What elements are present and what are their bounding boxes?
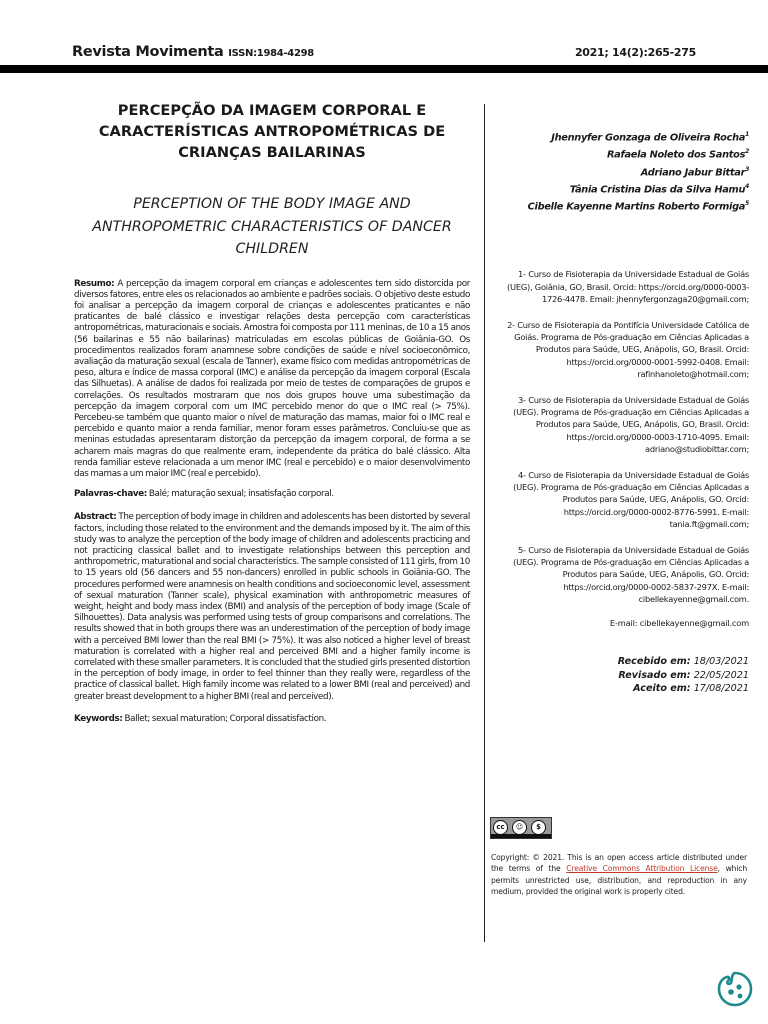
date-received: Recebido em: 18/03/2021	[617, 656, 749, 667]
author: Rafaela Noleto dos Santos$^2$	[606, 148, 749, 161]
keywords-pt-text: Balé; maturação sexual; insatisfação corporal.	[148, 489, 334, 500]
cc-icon: cc	[493, 820, 508, 835]
copyright-notice: Copyright: © 2021. This is an open access article distributed under the terms of the Creative Commons Attribution License, which permits unrestricted use, distribution, and reproduction in any medium, provided the original work is properly cited.	[491, 853, 747, 896]
license-link[interactable]: Creative Commons Attribution License	[566, 864, 718, 874]
author: Adriano Jabur Bittar$^3$	[640, 165, 749, 178]
keywords-en-label: Keywords:	[74, 713, 123, 724]
title-english: PERCEPTION OF THE BODY IMAGE AND ANTHROPOMETRIC CHARACTERISTICS OF DANCER CHILDREN	[92, 196, 452, 257]
affiliation: 1- Curso de Fisioterapia da Universidade Estadual de Goiás (UEG), Goiânia, GO, Brasil. Orcid: https://orcid.org/0000-0003-1726-4478. Email: jhennyfergonzaga20@gmail.com;	[507, 269, 749, 304]
column-divider	[484, 104, 485, 942]
abstract-en-text: The perception of body image in children and adolescents has been distorted by several factors, including those related to the environment and the demands imposed by it. The aim of this study was to analyze the perception of the body image of children and adolescents practicing and not practicing classical ballet and to investigate relationships between this perception and anthropometric, maturational and social characteristics. The sample consisted of 111 girls, from 10 to 15 years old (56 dancers and 55 non-dancers) enrolled in public schools in Goiânia-GO. The procedures performed were anamnesis on health conditions and socioeconomic level, assessment of sexual maturation (Tanner scale), physical examination with anthropometric measures of weight, height and body mass index (BMI) and analysis of the perception of body image (Scale of Silhouettes). Data analysis was performed using tests of group comparisons and correlations. The results showed that in both groups there was an underestimation of the perception of body image with a perceived BMI lower than the real BMI (> 75%). It was also noticed a higher level of breast maturation is correlated with a higher real and perceived BMI and a higher family income is correlated with these smaller parameters. It is concluded that the studied girls presented distortion in the perception of body image, in order to feel thinner than they really were, regardless of the practice of classical ballet. High family income was related to a lower BMI (real and perceived) and greater breast development to a higher BMI (real and perceived).	[74, 512, 470, 702]
journal-issn: ISSN:1984-4298	[228, 48, 314, 59]
author: Jhennyfer Gonzaga de Oliveira Rocha$^1$	[551, 131, 749, 144]
citation: 2021; 14(2):265-275	[574, 46, 696, 59]
keywords-en-text: Ballet; sexual maturation; Corporal dissatisfaction.	[124, 713, 327, 724]
date-revised: Revisado em: 22/05/2021	[618, 669, 749, 681]
affiliation-list	[495, 268, 749, 605]
main-column	[74, 100, 470, 725]
keywords-portuguese	[74, 489, 470, 500]
abstract-portuguese	[74, 279, 470, 481]
affiliation: 5- Curso de Fisioterapia da Universidade Estadual de Goiás (UEG). Programa de Pós-graduação em Ciências Aplicadas a Produtos para Saúde, UEG, Anápolis, GO. Orcid: https://orcid.org/0000-0002-5837-297X. E-mail: cibellekayenne@gmail.com.	[513, 544, 749, 604]
date-list	[495, 655, 749, 696]
keywords-pt-label: Palavras-chave:	[74, 489, 147, 500]
author: Cibelle Kayenne Martins Roberto Formiga$^5$	[527, 200, 749, 213]
abstract-english	[74, 512, 470, 702]
title-portuguese: PERCEPÇÃO DA IMAGEM CORPORAL E CARACTERÍSTICAS ANTROPOMÉTRICAS DE CRIANÇAS BAILARINAS	[98, 102, 446, 161]
cc-license-icon[interactable]	[490, 817, 552, 839]
affiliation: 4- Curso de Fisioterapia da Universidade Estadual de Goiás (UEG). Programa de Pós-graduação em Ciências Aplicadas a Produtos para Saúde, UEG, Anápolis, GO. Orcid: https://orcid.org/0000-0002-8776-5991. E-mail: tania.ft@gmail.com;	[513, 469, 749, 529]
publisher-logo-icon	[716, 970, 754, 1008]
side-column	[495, 128, 749, 696]
nc-sa-icon: $	[531, 820, 546, 835]
author-list	[495, 128, 749, 214]
author: Tânia Cristina Dias da Silva Hamu$^4$	[569, 182, 749, 196]
date-accepted: Aceito em: 17/08/2021	[633, 683, 749, 694]
affiliation: 3- Curso de Fisioterapia da Universidade Estadual de Goiás (UEG). Programa de Pós-graduação em Ciências Aplicadas a Produtos para Saúde, UEG, Anápolis, GO, Brasil. Orcid: https://orcid.org/0000-0003-1710-4095. Email: adriano@studiobittar.com;	[513, 394, 749, 454]
abstract-en-label: Abstract:	[74, 512, 117, 523]
journal-name: Revista Movimenta ISSN:1984-4298	[72, 44, 314, 60]
by-icon: ☺	[512, 820, 527, 835]
abstract-pt-text: A percepção da imagem corporal em crianças e adolescentes tem sido distorcida por diversos fatores, entre eles os relacionados ao ambiente e padrões sociais. O objetivo deste estudo foi analisar a percepção da imagem corporal de crianças e adolescentes praticantes e não praticantes de balé clássico e investigar relações desta percepção com características antropométricas, maturacionais e sociais. Amostra foi composta por 111 meninas, de 10 a 15 anos (56 bailarinas e 55 não bailarinas) matriculadas em escolas públicas de Goiânia-GO. Os procedimentos realizados foram anamnese sobre condições de saúde e nível socioeconômico, avaliação da maturação sexual (escala de Tanner), exame físico com medidas antropométricas de peso, altura e índice de massa corporal (IMC) e análise da percepção da imagem corporal (Escala das Silhuetas). A análise de dados foi realizada por meio de testes de comparações de grupos e correlações. Os resultados mostraram que nos dois grupos houve uma subestimação da percepção da imagem corporal com um IMC percebido menor do que o IMC real (> 75%). Percebeu-se também que quanto maior o nível de maturação das mamas, maior foi o IMC real e percebido e quanto maior a renda familiar, menor foram esses parâmetros. Concluiu-se que as meninas estudadas apresentaram distorção da percepção da imagem corporal, de forma a se acharem mais magras do que realmente eram, independente da prática do balé clássico. Alta renda familiar esteve relacionada a um menor IMC (real e percebido) e o maior desenvolvimento das mamas a um maior IMC (real e percebido).	[74, 278, 470, 479]
page-header	[0, 0, 768, 74]
abstract-pt-label: Resumo:	[74, 278, 115, 289]
contact-email[interactable]: E-mail: cibellekayenne@gmail.com	[609, 618, 749, 628]
header-bar	[0, 65, 768, 73]
keywords-english	[74, 714, 470, 725]
cc-strip	[491, 834, 551, 838]
affiliation: 2- Curso de Fisioterapia da Pontifícia Universidade Católica de Goiás. Programa de Pós-graduação em Ciências Aplicadas a Produtos para Saúde, UEG, Anápolis, GO, Brasil. Orcid: https://orcid.org/0000-0001-5992-0408. Email: rafinhanoleto@hotmail.com;	[507, 319, 749, 379]
